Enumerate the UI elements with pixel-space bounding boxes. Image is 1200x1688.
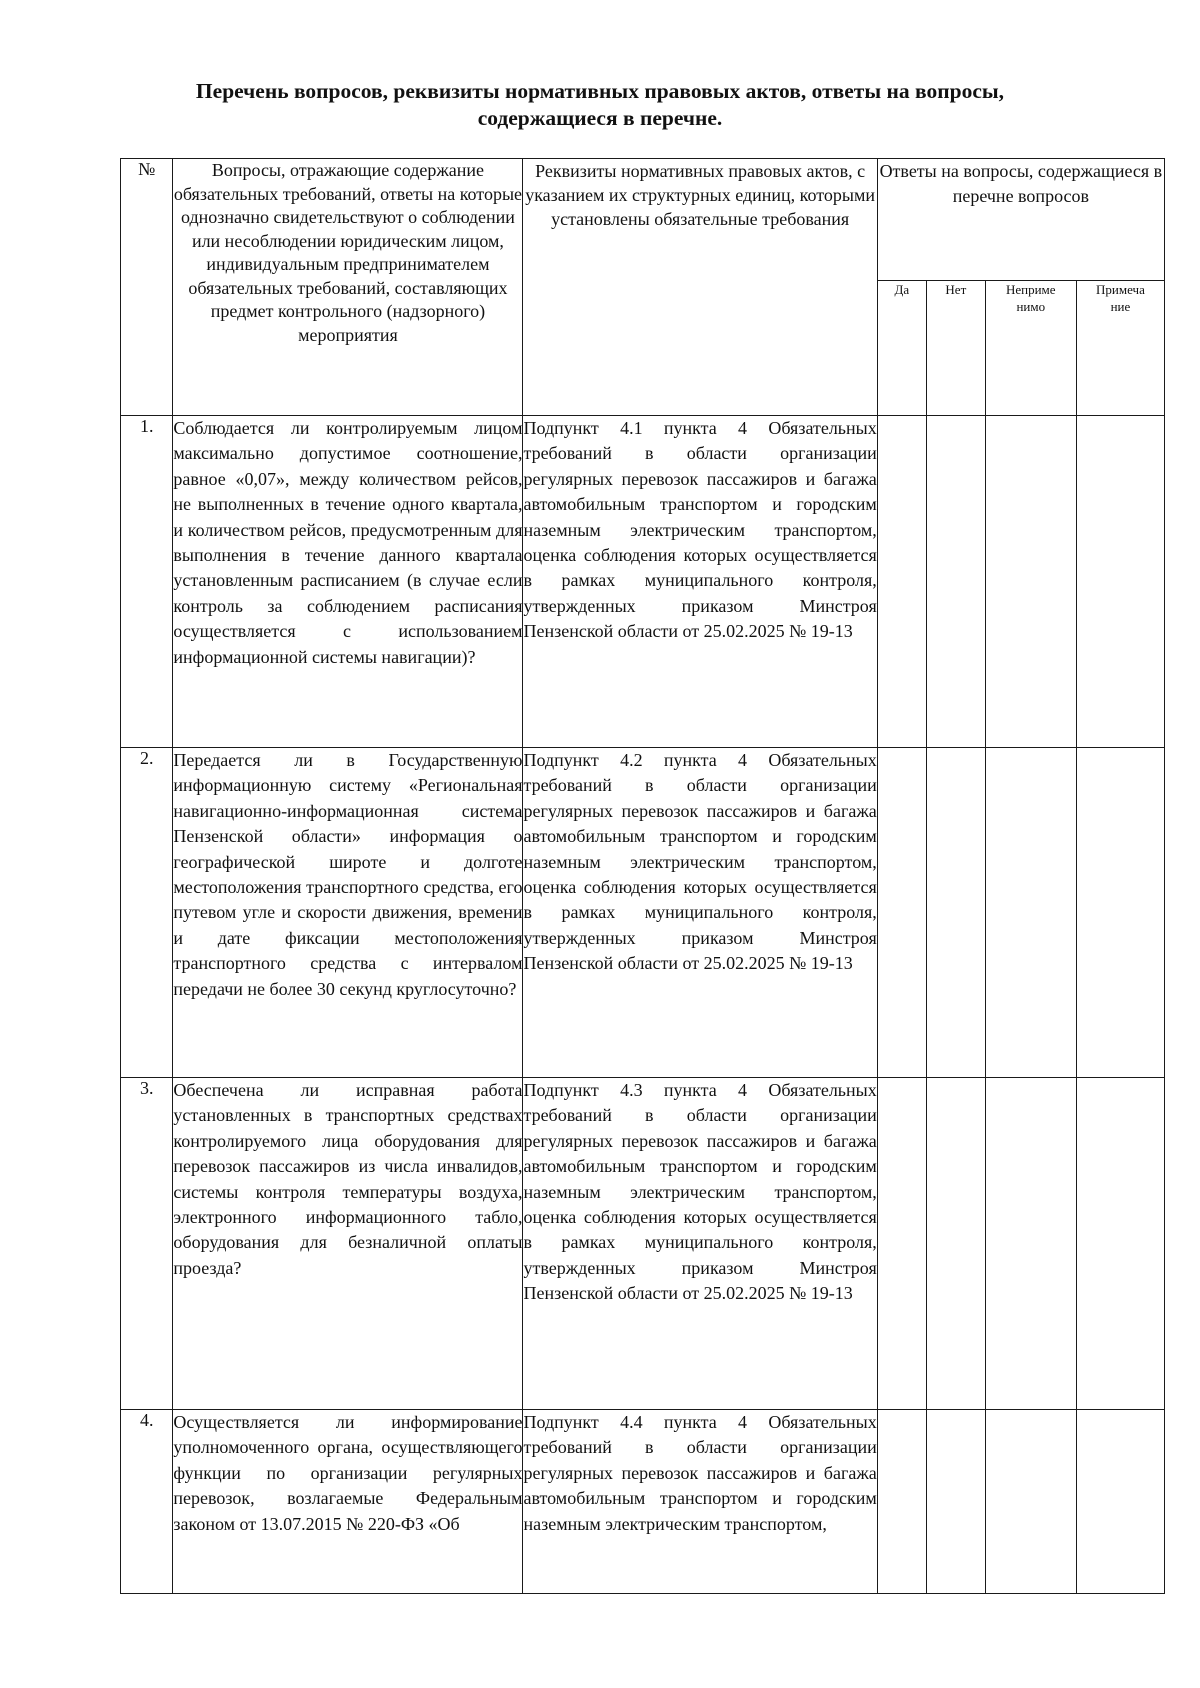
- row-question: Обеспечена ли исправная работа установленных в транспортных средствах контролируемого лица оборудования для перевозок пассажиров из числа инвалидов, системы контроля температуры воздуха, электронного информационного табло, оборудования для безналичной оплаты проезда?: [173, 1078, 523, 1410]
- table-row: [121, 1410, 1165, 1594]
- row-number: 1.: [121, 416, 173, 748]
- row-requisites: Подпункт 4.1 пункта 4 Обязательных требований в области организации регулярных перевозок пассажиров и багажа автомобильным транспортом и городским наземным электрическим транспортом, оценка соблюдения которых осуществляется в рамках муниципального контроля, утвержденных приказом Минстроя Пензенской области от 25.02.2025 № 19-13: [523, 416, 877, 748]
- header-note: Примеча ние: [1076, 281, 1164, 416]
- answer-no-cell[interactable]: [927, 1410, 986, 1594]
- answer-yes-cell[interactable]: [877, 1078, 926, 1410]
- answer-na-cell[interactable]: [985, 1410, 1076, 1594]
- table-row: [121, 416, 1165, 748]
- table-row: [121, 1078, 1165, 1410]
- row-requisites: Подпункт 4.4 пункта 4 Обязательных требований в области организации регулярных перевозок пассажиров и багажа автомобильным транспортом и городским наземным электрическим транспортом,: [523, 1410, 877, 1594]
- requirements-table: [120, 158, 1165, 1594]
- answer-na-cell[interactable]: [985, 416, 1076, 748]
- header-answers: Ответы на вопросы, содержащиеся в перечне вопросов: [877, 159, 1164, 281]
- answer-note-cell[interactable]: [1076, 1410, 1164, 1594]
- row-requisites: Подпункт 4.3 пункта 4 Обязательных требований в области организации регулярных перевозок пассажиров и багажа автомобильным транспортом и городским наземным электрическим транспортом, оценка соблюдения которых осуществляется в рамках муниципального контроля, утвержденных приказом Минстроя Пензенской области от 25.02.2025 № 19-13: [523, 1078, 877, 1410]
- table-row: [121, 748, 1165, 1078]
- row-number: 2.: [121, 748, 173, 1078]
- document-title: [60, 78, 1140, 132]
- row-requisites: Подпункт 4.2 пункта 4 Обязательных требований в области организации регулярных перевозок пассажиров и багажа автомобильным транспортом и городским наземным электрическим транспортом, оценка соблюдения которых осуществляется в рамках муниципального контроля, утвержденных приказом Минстроя Пензенской области от 25.02.2025 № 19-13: [523, 748, 877, 1078]
- row-number: 3.: [121, 1078, 173, 1410]
- answer-note-cell[interactable]: [1076, 748, 1164, 1078]
- answer-note-cell[interactable]: [1076, 416, 1164, 748]
- answer-note-cell[interactable]: [1076, 1078, 1164, 1410]
- row-question: Соблюдается ли контролируемым лицом максимально допустимое соотношение, равное «0,07», между количеством рейсов, не выполненных в течение одного квартала, и количеством рейсов, предусмотренным для выполнения в течение данного квартала установленным расписанием (в случае если контроль за соблюдением расписания осуществляется с использованием информационной системы навигации)?: [173, 416, 523, 748]
- header-row-1: [121, 159, 1165, 281]
- answer-no-cell[interactable]: [927, 748, 986, 1078]
- header-number: №: [121, 159, 173, 416]
- answer-yes-cell[interactable]: [877, 1410, 926, 1594]
- header-no: Нет: [927, 281, 986, 416]
- answer-no-cell[interactable]: [927, 1078, 986, 1410]
- header-yes: Да: [877, 281, 926, 416]
- answer-yes-cell[interactable]: [877, 416, 926, 748]
- row-number: 4.: [121, 1410, 173, 1594]
- answer-na-cell[interactable]: [985, 1078, 1076, 1410]
- header-not-applicable: Неприме нимо: [985, 281, 1076, 416]
- row-question: Передается ли в Государственную информационную систему «Региональная навигационно-информационная система Пензенской области» информация о географической широте и долготе местоположения транспортного средства, его путевом угле и скорости движения, времени и дате фиксации местоположения транспортного средства с интервалом передачи не более 30 секунд круглосуточно?: [173, 748, 523, 1078]
- answer-no-cell[interactable]: [927, 416, 986, 748]
- header-question: Вопросы, отражающие содержание обязательных требований, ответы на которые однозначно свидетельствуют о соблюдении или несоблюдении юридическим лицом, индивидуальным предпринимателем обязательных требований, составляющих предмет контрольного (надзорного) мероприятия: [173, 159, 523, 416]
- document-title-line-1: Перечень вопросов, реквизиты нормативных правовых актов, ответы на вопросы,: [195, 79, 1005, 103]
- row-question: Осуществляется ли информирование уполномоченного органа, осуществляющего функции по организации регулярных перевозок, возлагаемые Федеральным законом от 13.07.2015 № 220-ФЗ «Об: [173, 1410, 523, 1594]
- answer-yes-cell[interactable]: [877, 748, 926, 1078]
- document-title-line-2: содержащиеся в перечне.: [477, 106, 723, 130]
- header-requisites: Реквизиты нормативных правовых актов, с указанием их структурных единиц, которыми установлены обязательные требования: [523, 159, 877, 416]
- answer-na-cell[interactable]: [985, 748, 1076, 1078]
